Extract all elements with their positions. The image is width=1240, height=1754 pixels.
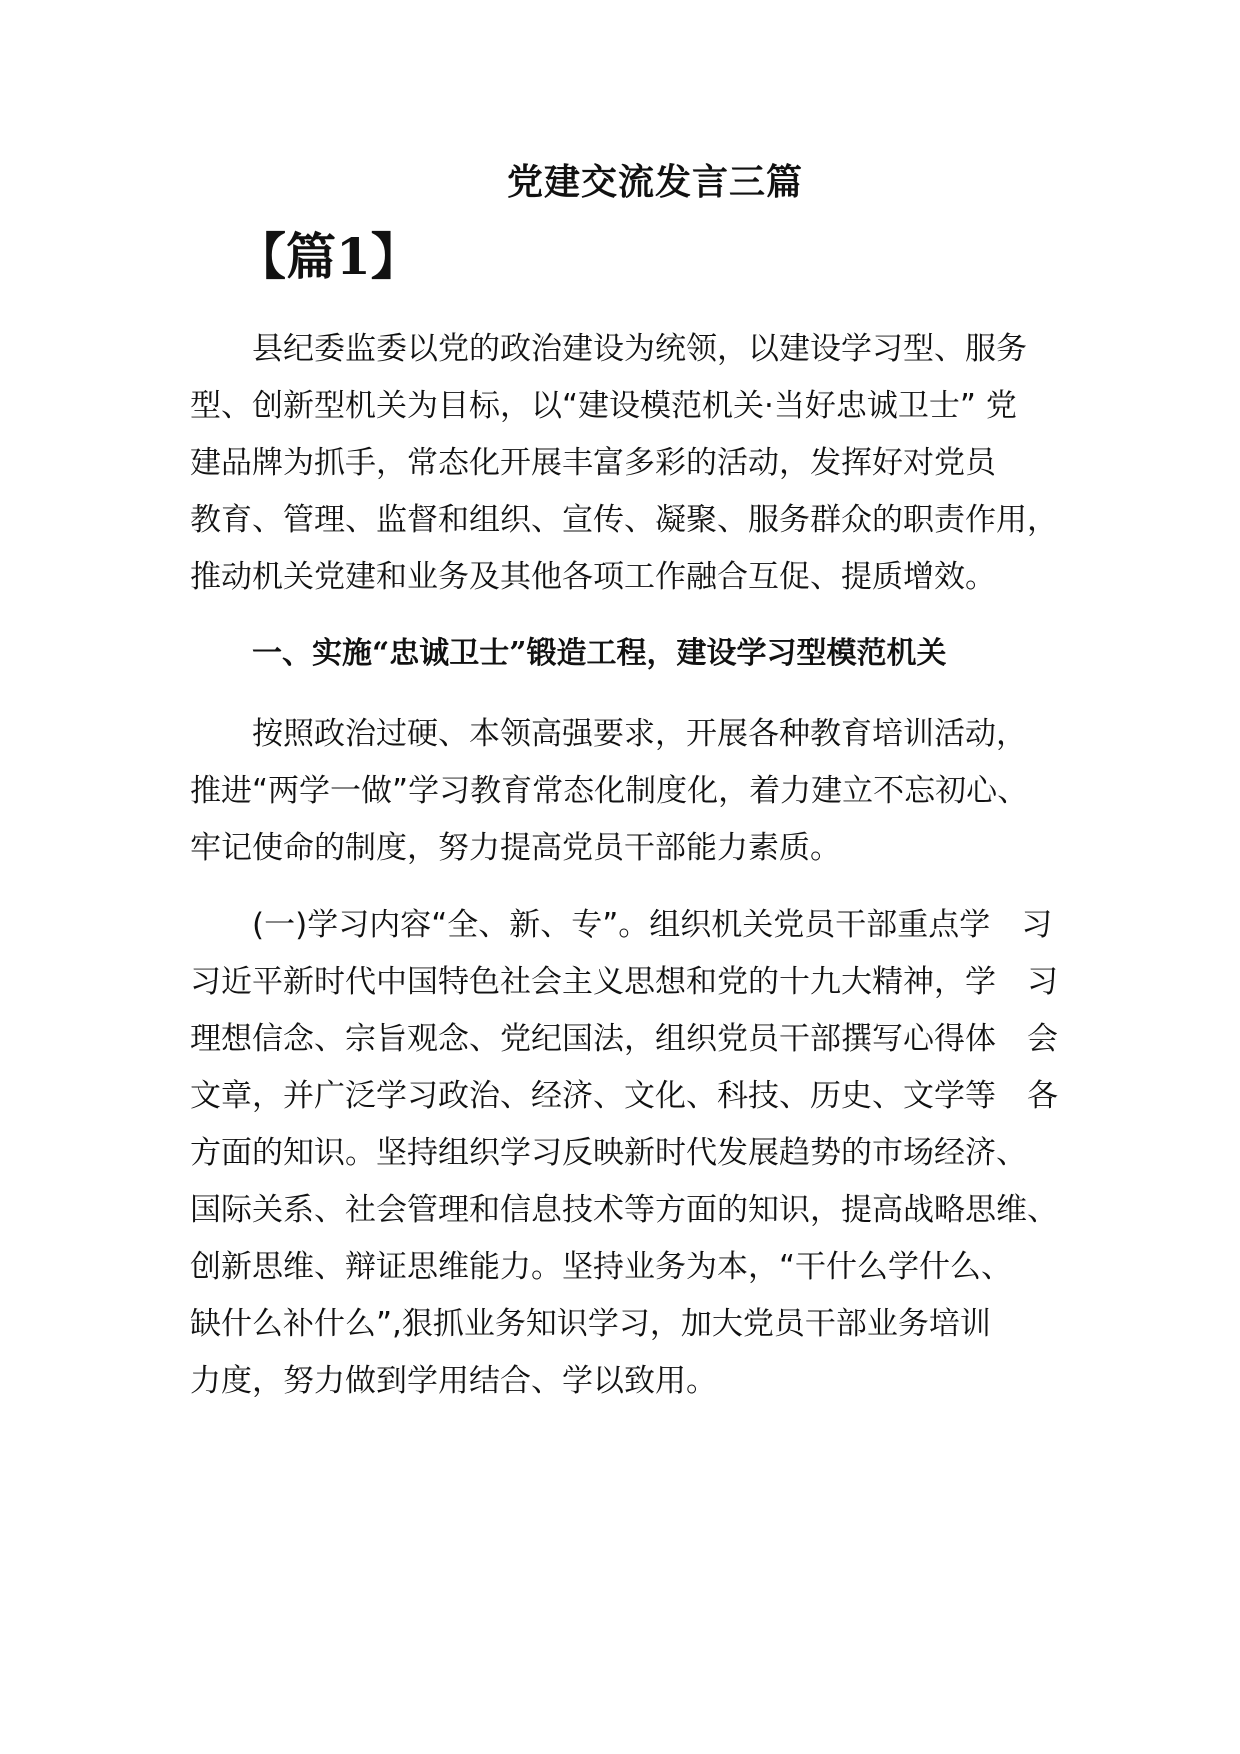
paragraph-line: 推动机关党建和业务及其他各项工作融合互促、提质增效。	[190, 559, 996, 595]
section-heading: 一、实施“忠诚卫士”锻造工程，建设学习型模范机关	[252, 636, 947, 671]
paragraph-line: 推进“两学一做”学习教育常态化制度化，着力建立不忘初心、	[190, 773, 1029, 809]
paragraph-line: 创新思维、辩证思维能力。坚持业务为本，“干什么学什么、	[190, 1249, 1013, 1285]
document-title: 党建交流发言三篇	[506, 161, 803, 203]
section-label: 【篇1】	[236, 227, 421, 286]
paragraph-intro	[190, 321, 1070, 606]
paragraph-line: 国际关系、社会管理和信息技术等方面的知识，提高战略思维、	[190, 1192, 1058, 1228]
paragraph-line: 缺什么补什么”,狠抓业务知识学习，加大党员干部业务培训	[190, 1306, 991, 1342]
paragraph-line: 型、创新型机关为目标，以“建设模范机关·当好忠诚卫士” 党	[190, 388, 1017, 424]
paragraph-line: 牢记使命的制度，努力提高党员干部能力素质。	[190, 830, 841, 866]
paragraph-line: 教育、管理、监督和组织、宣传、凝聚、服务群众的职责作用，	[190, 502, 1058, 538]
paragraph-line: 县纪委监委以党的政治建设为统领，以建设学习型、服务	[252, 331, 1027, 367]
paragraph-line: 按照政治过硬、本领高强要求，开展各种教育培训活动，	[252, 716, 1027, 752]
paragraph-line: 理想信念、宗旨观念、党纪国法，组织党员干部撰写心得体 会	[190, 1021, 1058, 1057]
paragraph-line: 力度，努力做到学用结合、学以致用。	[190, 1363, 717, 1399]
paragraph-line: 习近平新时代中国特色社会主义思想和党的十九大精神，学 习	[190, 964, 1058, 1000]
paragraph-study-content	[190, 897, 1070, 1410]
paragraph-line: (一)学习内容“全、新、专”。组织机关党员干部重点学 习	[252, 907, 1053, 943]
paragraph-line: 建品牌为抓手，常态化开展丰富多彩的活动，发挥好对党员	[190, 445, 996, 481]
paragraph-line: 文章，并广泛学习政治、经济、文化、科技、历史、文学等 各	[190, 1078, 1058, 1114]
paragraph-line: 方面的知识。坚持组织学习反映新时代发展趋势的市场经济、	[190, 1135, 1027, 1171]
paragraph-requirements	[190, 706, 1070, 877]
